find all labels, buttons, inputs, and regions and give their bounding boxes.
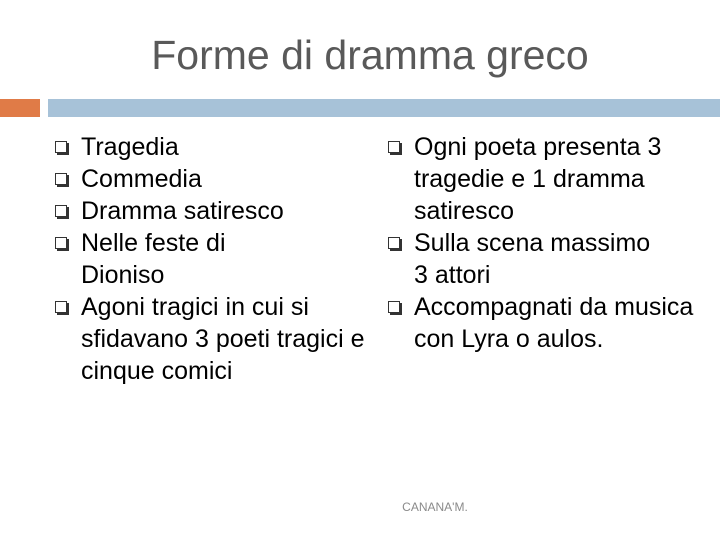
list-item: [54, 291, 381, 387]
right-bullet-list: [387, 131, 694, 355]
left-bullet-list: [54, 131, 365, 387]
square-bullet-icon: [55, 205, 67, 217]
square-bullet-icon: [55, 301, 67, 313]
list-item: [387, 291, 704, 355]
square-bullet-icon: [388, 237, 400, 249]
square-bullet-icon: [388, 141, 400, 153]
list-item-text: Ogni poeta presenta 3 tragedie e 1 dramma satiresco: [414, 133, 662, 225]
list-item-text: Commedia: [81, 165, 202, 193]
list-item-text: Nelle feste di Dioniso: [81, 229, 226, 289]
list-item-text: Sulla scena massimo 3 attori: [414, 229, 651, 289]
square-bullet-icon: [55, 237, 67, 249]
list-item: [54, 227, 301, 291]
slide-footer: CANANA'M.: [402, 500, 468, 514]
list-item-text: Tragedia: [81, 133, 179, 161]
square-bullet-icon: [55, 173, 67, 185]
list-item-text: Agoni tragici in cui si sfidavano 3 poeti tragici e cinque comici: [81, 293, 365, 385]
slide-title: Forme di dramma greco: [151, 32, 589, 78]
list-item-text: Accompagnati da musica con Lyra o aulos.: [414, 293, 694, 353]
square-bullet-icon: [55, 141, 67, 153]
list-item: [387, 131, 710, 227]
list-item: [54, 195, 354, 227]
square-bullet-icon: [388, 301, 400, 313]
list-item-text: Dramma satiresco: [81, 197, 284, 225]
list-item: [54, 163, 354, 195]
list-item: [54, 131, 354, 163]
accent-bar-blue: [48, 99, 720, 117]
accent-bar-orange: [0, 99, 40, 117]
list-item: [387, 227, 664, 291]
